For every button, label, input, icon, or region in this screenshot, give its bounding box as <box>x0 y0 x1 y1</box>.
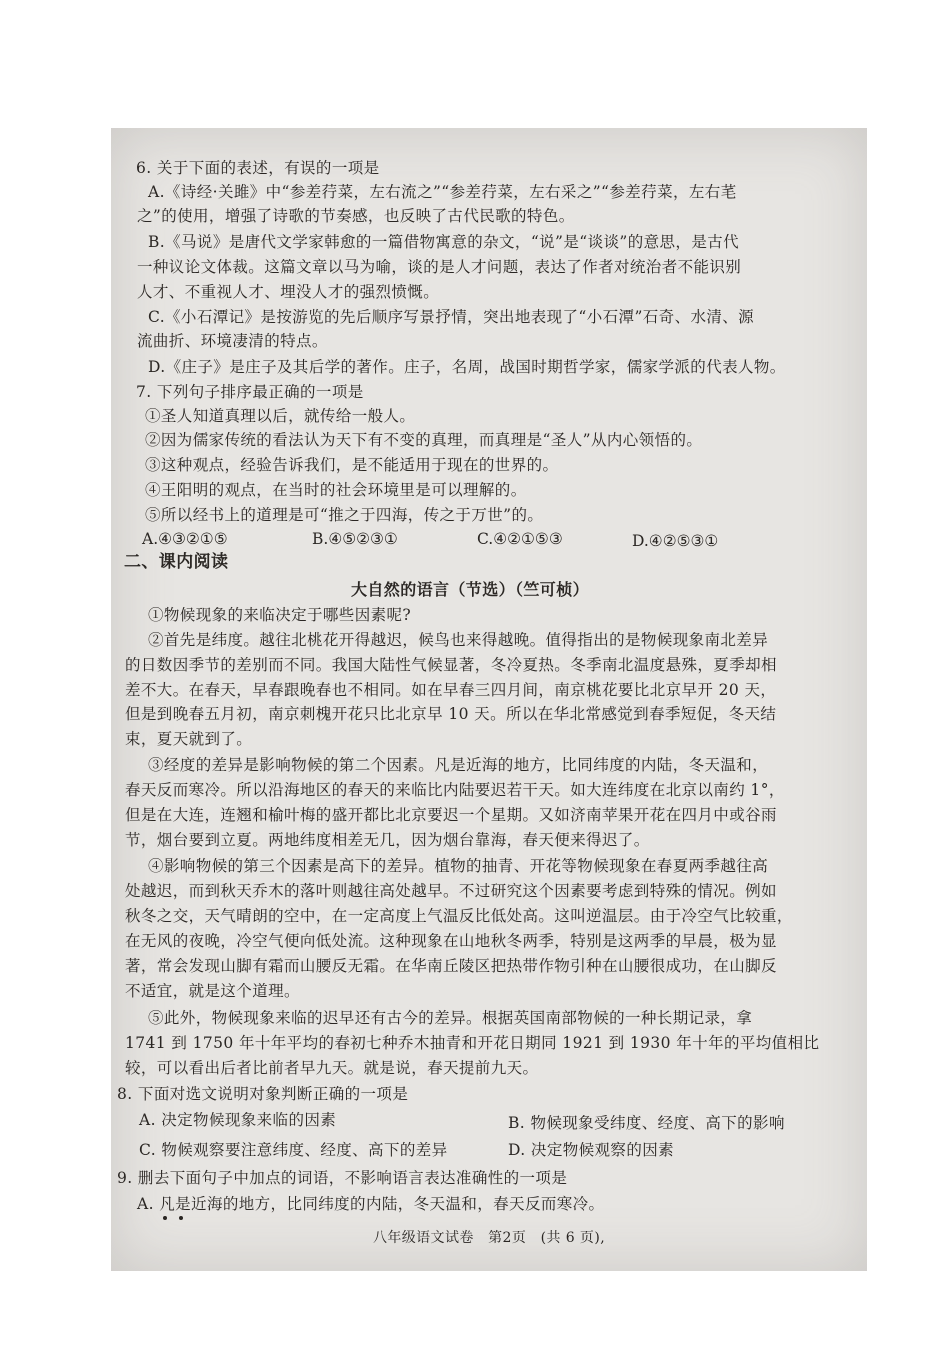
passage-p3-line3: 但是在大连，连翘和榆叶梅的盛开都比北京要迟一个星期。又如济南苹果开花在四月中或谷雨 <box>125 806 777 824</box>
q8-option-a: A. 决定物候现象来临的因素 <box>139 1111 337 1129</box>
passage-p3-line1: ③经度的差异是影响物候的第二个因素。凡是近海的地方，比同纬度的内陆，冬天温和， <box>148 756 769 774</box>
emphasis-dot <box>179 1216 183 1220</box>
q7-option-b: B.④⑤②③① <box>312 530 398 548</box>
passage-title: 大自然的语言（节选）（竺可桢） <box>351 580 590 599</box>
passage-paragraph-1: ①物候现象的来临决定于哪些因素呢? <box>148 606 412 624</box>
passage-p3-line2: 春天反而寒冷。所以沿海地区的春天的来临比内陆要迟若干天。如大连纬度在北京以南约 1°， <box>125 781 785 799</box>
q8-option-b: B. 物候现象受纬度、经度、高下的影响 <box>508 1114 785 1132</box>
passage-p5-line2: 1741 到 1750 年十年平均的春初七种乔木抽青和开花日期同 1921 到 1930 年十年的平均值相比 <box>125 1034 820 1052</box>
q7-option-a: A.④③②①⑤ <box>142 530 228 548</box>
emphasis-dot <box>163 1216 167 1220</box>
passage-p4-line5: 著，常会发现山脚有霜而山腰反无霜。在华南丘陵区把热带作物引种在山腰很成功，在山脚反 <box>125 957 777 975</box>
q8-option-d: D. 决定物候观察的因素 <box>508 1141 675 1159</box>
q6-option-c-line1: C.《小石潭记》是按游览的先后顺序写景抒情，突出地表现了“小石潭”石奇、水清、源 <box>148 308 755 326</box>
passage-p5-line1: ⑤此外，物候现象来临的迟早还有古今的差异。根据英国南部物候的一种长期记录，拿 <box>148 1009 753 1027</box>
q8-option-c: C. 物候观察要注意纬度、经度、高下的差异 <box>139 1141 448 1159</box>
passage-p4-line3: 秋冬之交，天气晴朗的空中，在一定高度上气温反比低处高。这叫逆温层。由于冷空气比较重， <box>125 907 793 925</box>
page-footer: 八年级语文试卷 第2页 (共 6 页), <box>372 1230 606 1246</box>
passage-p4-line6: 不适宜，就是这个道理。 <box>125 982 300 1000</box>
q6-option-d: D.《庄子》是庄子及其后学的著作。庄子，名周，战国时期哲学家，儒家学派的代表人物。 <box>148 358 786 376</box>
passage-p3-line4: 节，烟台要到立夏。两地纬度相差无几，因为烟台靠海，春天便来得迟了。 <box>125 831 650 849</box>
q7-option-c: C.④②①⑤③ <box>477 530 563 548</box>
q7-sentence-1: ①圣人知道真理以后，就传给一般人。 <box>145 407 416 425</box>
q7-option-d: D.④②⑤③① <box>632 532 719 550</box>
q6-option-c-line2: 流曲折、环境凄清的特点。 <box>137 332 328 350</box>
q6-option-a-line1: A.《诗经·关雎》中“参差荇菜，左右流之”“参差荇菜，左右采之”“参差荇菜，左右芼 <box>148 183 737 201</box>
exam-page <box>111 128 867 1271</box>
q8-stem: 8. 下面对选文说明对象判断正确的一项是 <box>117 1085 409 1103</box>
passage-p2-line5: 束，夏天就到了。 <box>125 730 253 748</box>
q6-option-b-line2: 一种议论文体裁。这篇文章以马为喻，谈的是人才问题，表达了作者对统治者不能识别 <box>137 258 742 276</box>
q7-sentence-2: ②因为儒家传统的看法认为天下有不变的真理，而真理是“圣人”从内心领悟的。 <box>145 431 703 449</box>
q6-option-b-line3: 人才、不重视人才、埋没人才的强烈愤慨。 <box>137 283 440 301</box>
passage-p2-line2: 的日数因季节的差别而不同。我国大陆性气候显著，冬冷夏热。冬季南北温度悬殊，夏季却相 <box>125 656 777 674</box>
passage-p2-line1: ②首先是纬度。越往北桃花开得越迟，候鸟也来得越晚。值得指出的是物候现象南北差异 <box>148 631 769 649</box>
passage-p4-line2: 处越迟，而到秋天乔木的落叶则越往高处越早。不过研究这个因素要考虑到特殊的情况。例如 <box>125 882 777 900</box>
q6-option-a-line2: 之”的使用，增强了诗歌的节奏感，也反映了古代民歌的特色。 <box>137 207 575 225</box>
q7-sentence-4: ④王阳明的观点，在当时的社会环境里是可以理解的。 <box>145 481 527 499</box>
q7-stem: 7. 下列句子排序最正确的一项是 <box>136 383 364 401</box>
q7-sentence-5: ⑤所以经书上的道理是可“推之于四海，传之于万世”的。 <box>145 506 544 524</box>
q6-stem: 6. 关于下面的表述，有误的一项是 <box>136 159 380 177</box>
q7-sentence-3: ③这种观点，经验告诉我们，是不能适用于现在的世界的。 <box>145 456 559 474</box>
q9-stem: 9. 删去下面句子中加点的词语，不影响语言表达准确性的一项是 <box>117 1169 568 1187</box>
passage-p4-line1: ④影响物候的第三个因素是高下的差异。植物的抽青、开花等物候现象在春夏两季越往高 <box>148 857 769 875</box>
passage-p5-line3: 较，可以看出后者比前者早九天。就是说，春天提前九天。 <box>125 1059 539 1077</box>
q6-option-b-line1: B.《马说》是唐代文学家韩愈的一篇借物寓意的杂文，“说”是“谈谈”的意思，是古代 <box>148 233 740 251</box>
q9-option-a: A. 凡是近海的地方，比同纬度的内陆，冬天温和，春天反而寒冷。 <box>137 1195 605 1213</box>
section-heading: 二、课内阅读 <box>124 552 229 572</box>
passage-p4-line4: 在无风的夜晚，冷空气便向低处流。这种现象在山地秋冬两季，特别是这两季的早晨，极为显 <box>125 932 777 950</box>
passage-p2-line4: 但是到晚春五月初，南京刺槐开花只比北京早 10 天。所以在华北常感觉到春季短促，冬天结 <box>125 705 777 723</box>
passage-p2-line3: 差不大。在春天，早春跟晚春也不相同。如在早春三四月间，南京桃花要比北京早开 20 天， <box>125 681 777 699</box>
